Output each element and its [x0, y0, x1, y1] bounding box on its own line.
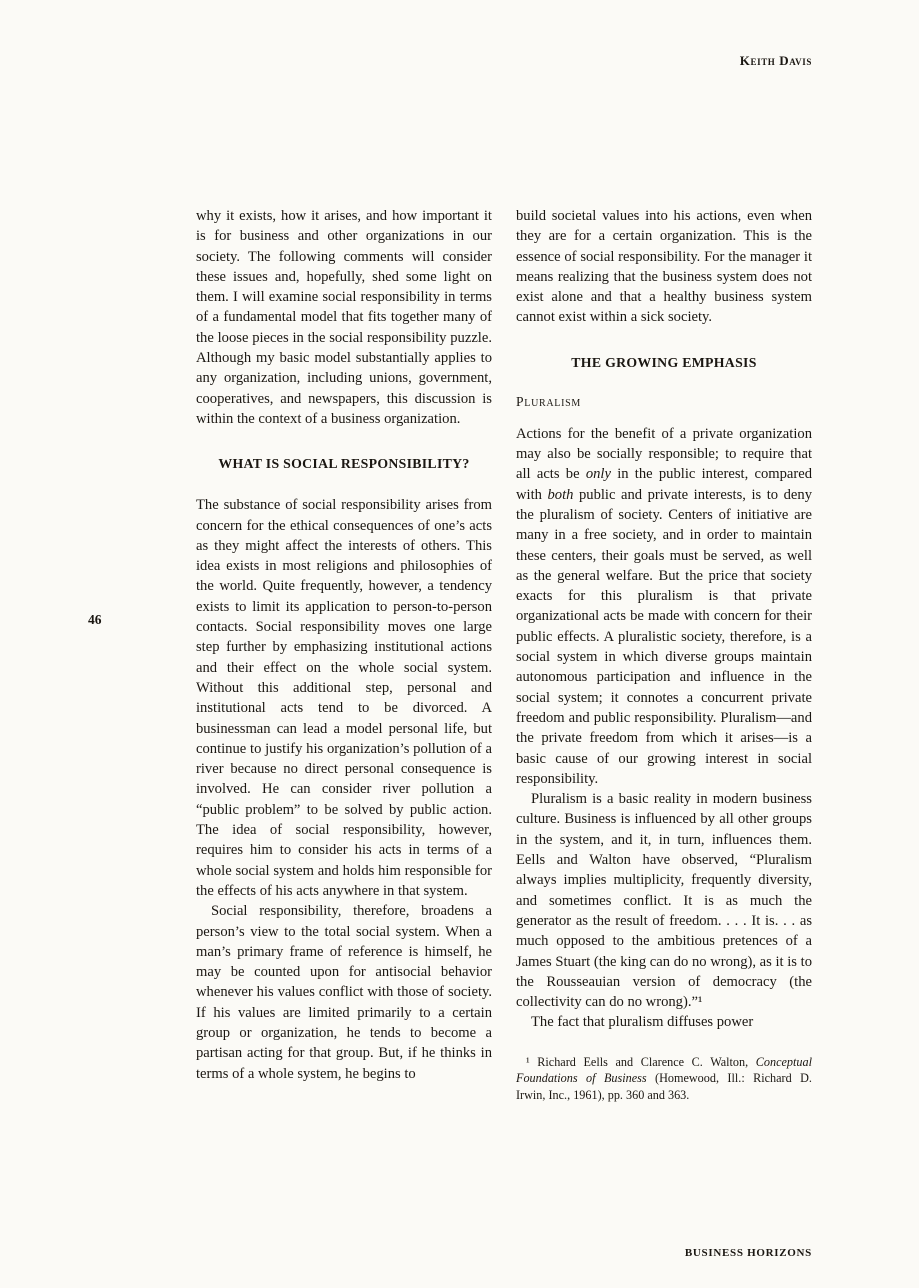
text-run: ¹ Richard Eells and Clarence C. Walton, — [526, 1054, 756, 1069]
paragraph: The fact that pluralism diffuses power — [531, 1014, 754, 1031]
text-run: Actions for the benefit of a private organization may also be socially responsible; to require that all acts be — [516, 425, 812, 483]
section-heading: THE GROWING EMPHASIS — [571, 354, 757, 370]
paragraph: why it exists, how it arises, and how important it is for business and other organizations in our society. The following comments will consider these issues and, hopefully, shed some light on them. I will examine social responsibility in terms of a fundamental model that fits together many of the loose pieces in the social responsibility puzzle. Although my basic model substantially applies to any organization, including unions, government, cooperatives, and newspapers, this discussion is within the context of a business organization. — [196, 208, 492, 427]
paragraph: Pluralism is a basic reality in modern business culture. Business is influenced by all other groups in the system, and it, in turn, influences them. Eells and Walton have observed, “Pluralism always implies multiplicity, frequently diversity, and sometimes conflict. It is as much the generator as the result of freedom. . . . It is. . . as much opposed to the ambitious pretences of a James Stuart (the king can do no wrong), as it is to the Rousseauian version of democracy (the collectivity can do no wrong).”¹ — [516, 791, 812, 1011]
text-run: public and private interests, is to deny the pluralism of society. Centers of initiative are many in a free society, and in order to maintain these centers, their goals must be served, as well as the general welfare. But the price that society exacts for this pluralism is that private organizational acts be made with concern for their public effects. A pluralistic society, therefore, is a social system in which diverse groups maintain autonomous participation and influence in the social system; it connotes a concurrent private freedom and public responsibility. Pluralism—and the private freedom from which it arises—is a basic cause of our growing interest in social responsibility. — [516, 486, 812, 787]
italic-text: both — [547, 486, 574, 503]
running-head-author: Keith Davis — [739, 53, 812, 68]
journal-footer: BUSINESS HORIZONS — [684, 1247, 812, 1259]
italic-text: only — [585, 466, 611, 483]
text-run: (Homewood, Ill.: Richard D. Irwin, Inc., 1961), pp. 360 and 363. — [516, 1071, 812, 1102]
section-heading: WHAT IS SOCIAL RESPONSIBILITY? — [218, 456, 470, 472]
footnote — [516, 1054, 812, 1104]
paragraph: The substance of social responsibility arises from concern for the ethical consequences of one’s acts as they might affect the interests of others. This idea exists in most religions and philosophies of the world. Quite frequently, however, a tendency exists to limit its application to person-to-person contacts. Social responsibility moves one large step further by emphasizing institutional actions and their effect on the whole social system. Without this additional step, personal and institutional acts tend to be divorced. A businessman can lead a model personal life, but continue to justify his organization’s pollution of a river because no direct personal consequence is involved. He can consider river pollution a “public problem” to be solved by public action. The idea of social responsibility, however, requires him to consider his acts in terms of a whole social system and holds him responsible for the effects of his acts anywhere in that system. — [196, 497, 492, 899]
two-column-body — [196, 206, 813, 1103]
text-run: in the public interest, compared with — [516, 466, 812, 503]
page-number: 46 — [88, 612, 102, 627]
right-column — [516, 206, 812, 1103]
paragraph: build societal values into his actions, even when they are for a certain organization. This is the essence of social responsibility. For the manager it means realizing that the business system does not exist alone and that a healthy business system cannot exist within a sick society. — [516, 208, 812, 326]
left-column — [196, 206, 492, 1103]
paragraph — [516, 424, 812, 789]
italic-text: Conceptual Foundations of Business — [516, 1054, 812, 1086]
subsection-heading: Pluralism — [516, 393, 581, 409]
paragraph: Social responsibility, therefore, broadens a person’s view to the total social system. When a man’s primary frame of reference is himself, he may be counted upon for antisocial behavior whenever his values conflict with those of society. If his values are limited primarily to a certain group or organization, he tends to become a partisan acting for that group. But, if he thinks in terms of a whole system, he begins to — [196, 903, 492, 1082]
